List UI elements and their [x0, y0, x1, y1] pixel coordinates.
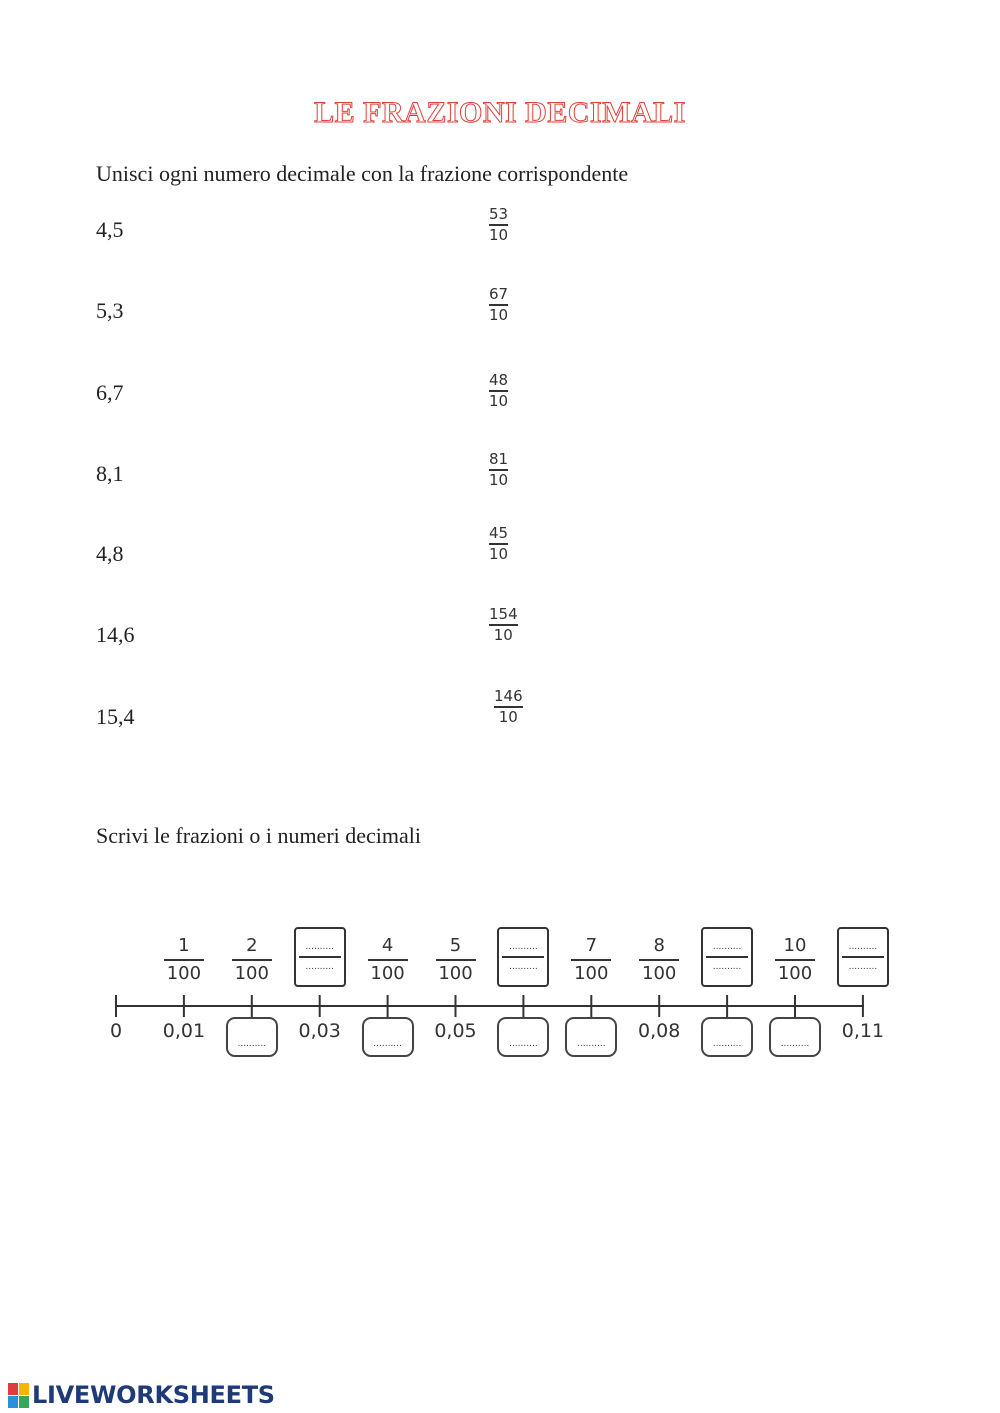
decimal-item[interactable]: 4,8	[96, 541, 124, 566]
fraction-numerator: 1	[178, 935, 190, 956]
fraction-bar	[706, 956, 748, 958]
tick-decimal-label: 0,03	[298, 1020, 341, 1042]
fraction-denominator: 100	[166, 962, 202, 984]
fraction-denominator: 100	[370, 962, 405, 984]
tick-decimal-label: 0	[109, 1020, 123, 1042]
fraction-bar	[299, 956, 341, 958]
decimal-item[interactable]: 8,1	[96, 461, 124, 486]
fraction-numerator: 45	[489, 524, 509, 542]
tick-decimal-label: 0,01	[162, 1020, 206, 1042]
denominator-blank[interactable]: ..........	[509, 961, 538, 972]
fraction-numerator: 5	[449, 935, 462, 956]
fraction-denominator: 100	[438, 962, 473, 984]
fraction-denominator: 100	[642, 962, 677, 984]
page-title: LE FRAZIONI DECIMALI	[314, 96, 686, 129]
tick-decimal-label: 0,11	[841, 1020, 885, 1042]
fraction-numerator: 10	[783, 935, 807, 956]
decimal-answer-box[interactable]: ..........	[497, 1017, 549, 1057]
fraction-bar	[232, 959, 272, 961]
fraction-numerator: 8	[653, 935, 665, 956]
decimal-answer-box[interactable]: ..........	[565, 1017, 617, 1057]
fraction-answer-box[interactable]	[497, 927, 549, 987]
numerator-blank[interactable]: ..........	[712, 942, 742, 953]
decimal-item[interactable]: 4,5	[96, 217, 124, 242]
fraction-bar	[368, 959, 408, 961]
fraction-numerator: 4	[381, 935, 394, 956]
tick-fraction	[571, 935, 611, 985]
tick-fraction	[368, 935, 408, 985]
fraction-denominator: 100	[574, 962, 609, 984]
fraction-bar	[502, 956, 544, 958]
tick-decimal-label: 0,05	[434, 1020, 477, 1042]
fraction-bar	[775, 959, 815, 961]
fraction-bar	[436, 959, 476, 961]
fraction-denominator: 100	[777, 962, 813, 984]
denominator-blank[interactable]: ..........	[712, 961, 742, 972]
decimal-answer-box[interactable]: ..........	[769, 1017, 821, 1057]
fraction-numerator: 81	[489, 450, 509, 468]
tick-fraction	[164, 935, 204, 985]
exercise2-instruction: Scrivi le frazioni o i numeri decimali	[96, 823, 422, 848]
fraction-bar	[164, 959, 204, 961]
tick-fraction	[436, 935, 476, 985]
fraction-denominator: 100	[234, 962, 269, 984]
decimal-answer-box[interactable]: ..........	[362, 1017, 414, 1057]
exercise1-instruction: Unisci ogni numero decimale con la frazione corrispondente	[96, 161, 629, 186]
decimal-item[interactable]: 15,4	[96, 704, 135, 729]
numerator-blank[interactable]: ..........	[509, 942, 538, 953]
fraction-bar	[639, 959, 679, 961]
decimal-item[interactable]: 14,6	[96, 622, 135, 647]
decimal-answer-box[interactable]: ..........	[226, 1017, 278, 1057]
fraction-numerator: 7	[585, 935, 598, 956]
fraction-denominator: 10	[489, 391, 509, 410]
fraction-denominator: 10	[498, 707, 518, 726]
logo-text: LIVEWORKSHEETS	[32, 1381, 275, 1409]
fraction-numerator: 2	[246, 935, 258, 956]
fraction-numerator: 48	[489, 371, 509, 389]
fraction-bar	[571, 959, 611, 961]
fraction-numerator: 67	[489, 285, 509, 303]
fraction-bar	[842, 956, 884, 958]
fraction-answer-box[interactable]	[294, 927, 346, 987]
fraction-denominator: 10	[489, 470, 509, 489]
fraction-denominator: 10	[493, 625, 513, 644]
fraction-numerator: 53	[489, 205, 509, 223]
tick-fraction	[775, 935, 815, 985]
tick-fraction	[639, 935, 679, 985]
decimal-item[interactable]: 6,7	[96, 380, 124, 405]
fraction-answer-box[interactable]	[837, 927, 889, 987]
fraction-denominator: 10	[489, 305, 509, 324]
decimal-answer-box[interactable]: ..........	[701, 1017, 753, 1057]
logo-blocks-icon	[8, 1383, 29, 1408]
tick-decimal-label: 0,08	[638, 1020, 681, 1042]
fraction-answer-box[interactable]	[701, 927, 753, 987]
decimal-item[interactable]: 5,3	[96, 298, 124, 323]
numerator-blank[interactable]: ..........	[305, 942, 334, 953]
fraction-denominator: 10	[489, 544, 509, 563]
fraction-numerator: 154	[489, 605, 518, 623]
tick-fraction	[232, 935, 272, 985]
denominator-blank[interactable]: ..........	[305, 961, 334, 972]
liveworksheets-logo	[8, 1381, 275, 1409]
denominator-blank[interactable]: ..........	[848, 961, 878, 972]
fraction-denominator: 10	[489, 225, 509, 244]
numerator-blank[interactable]: ..........	[848, 942, 878, 953]
fraction-numerator: 146	[494, 687, 523, 705]
